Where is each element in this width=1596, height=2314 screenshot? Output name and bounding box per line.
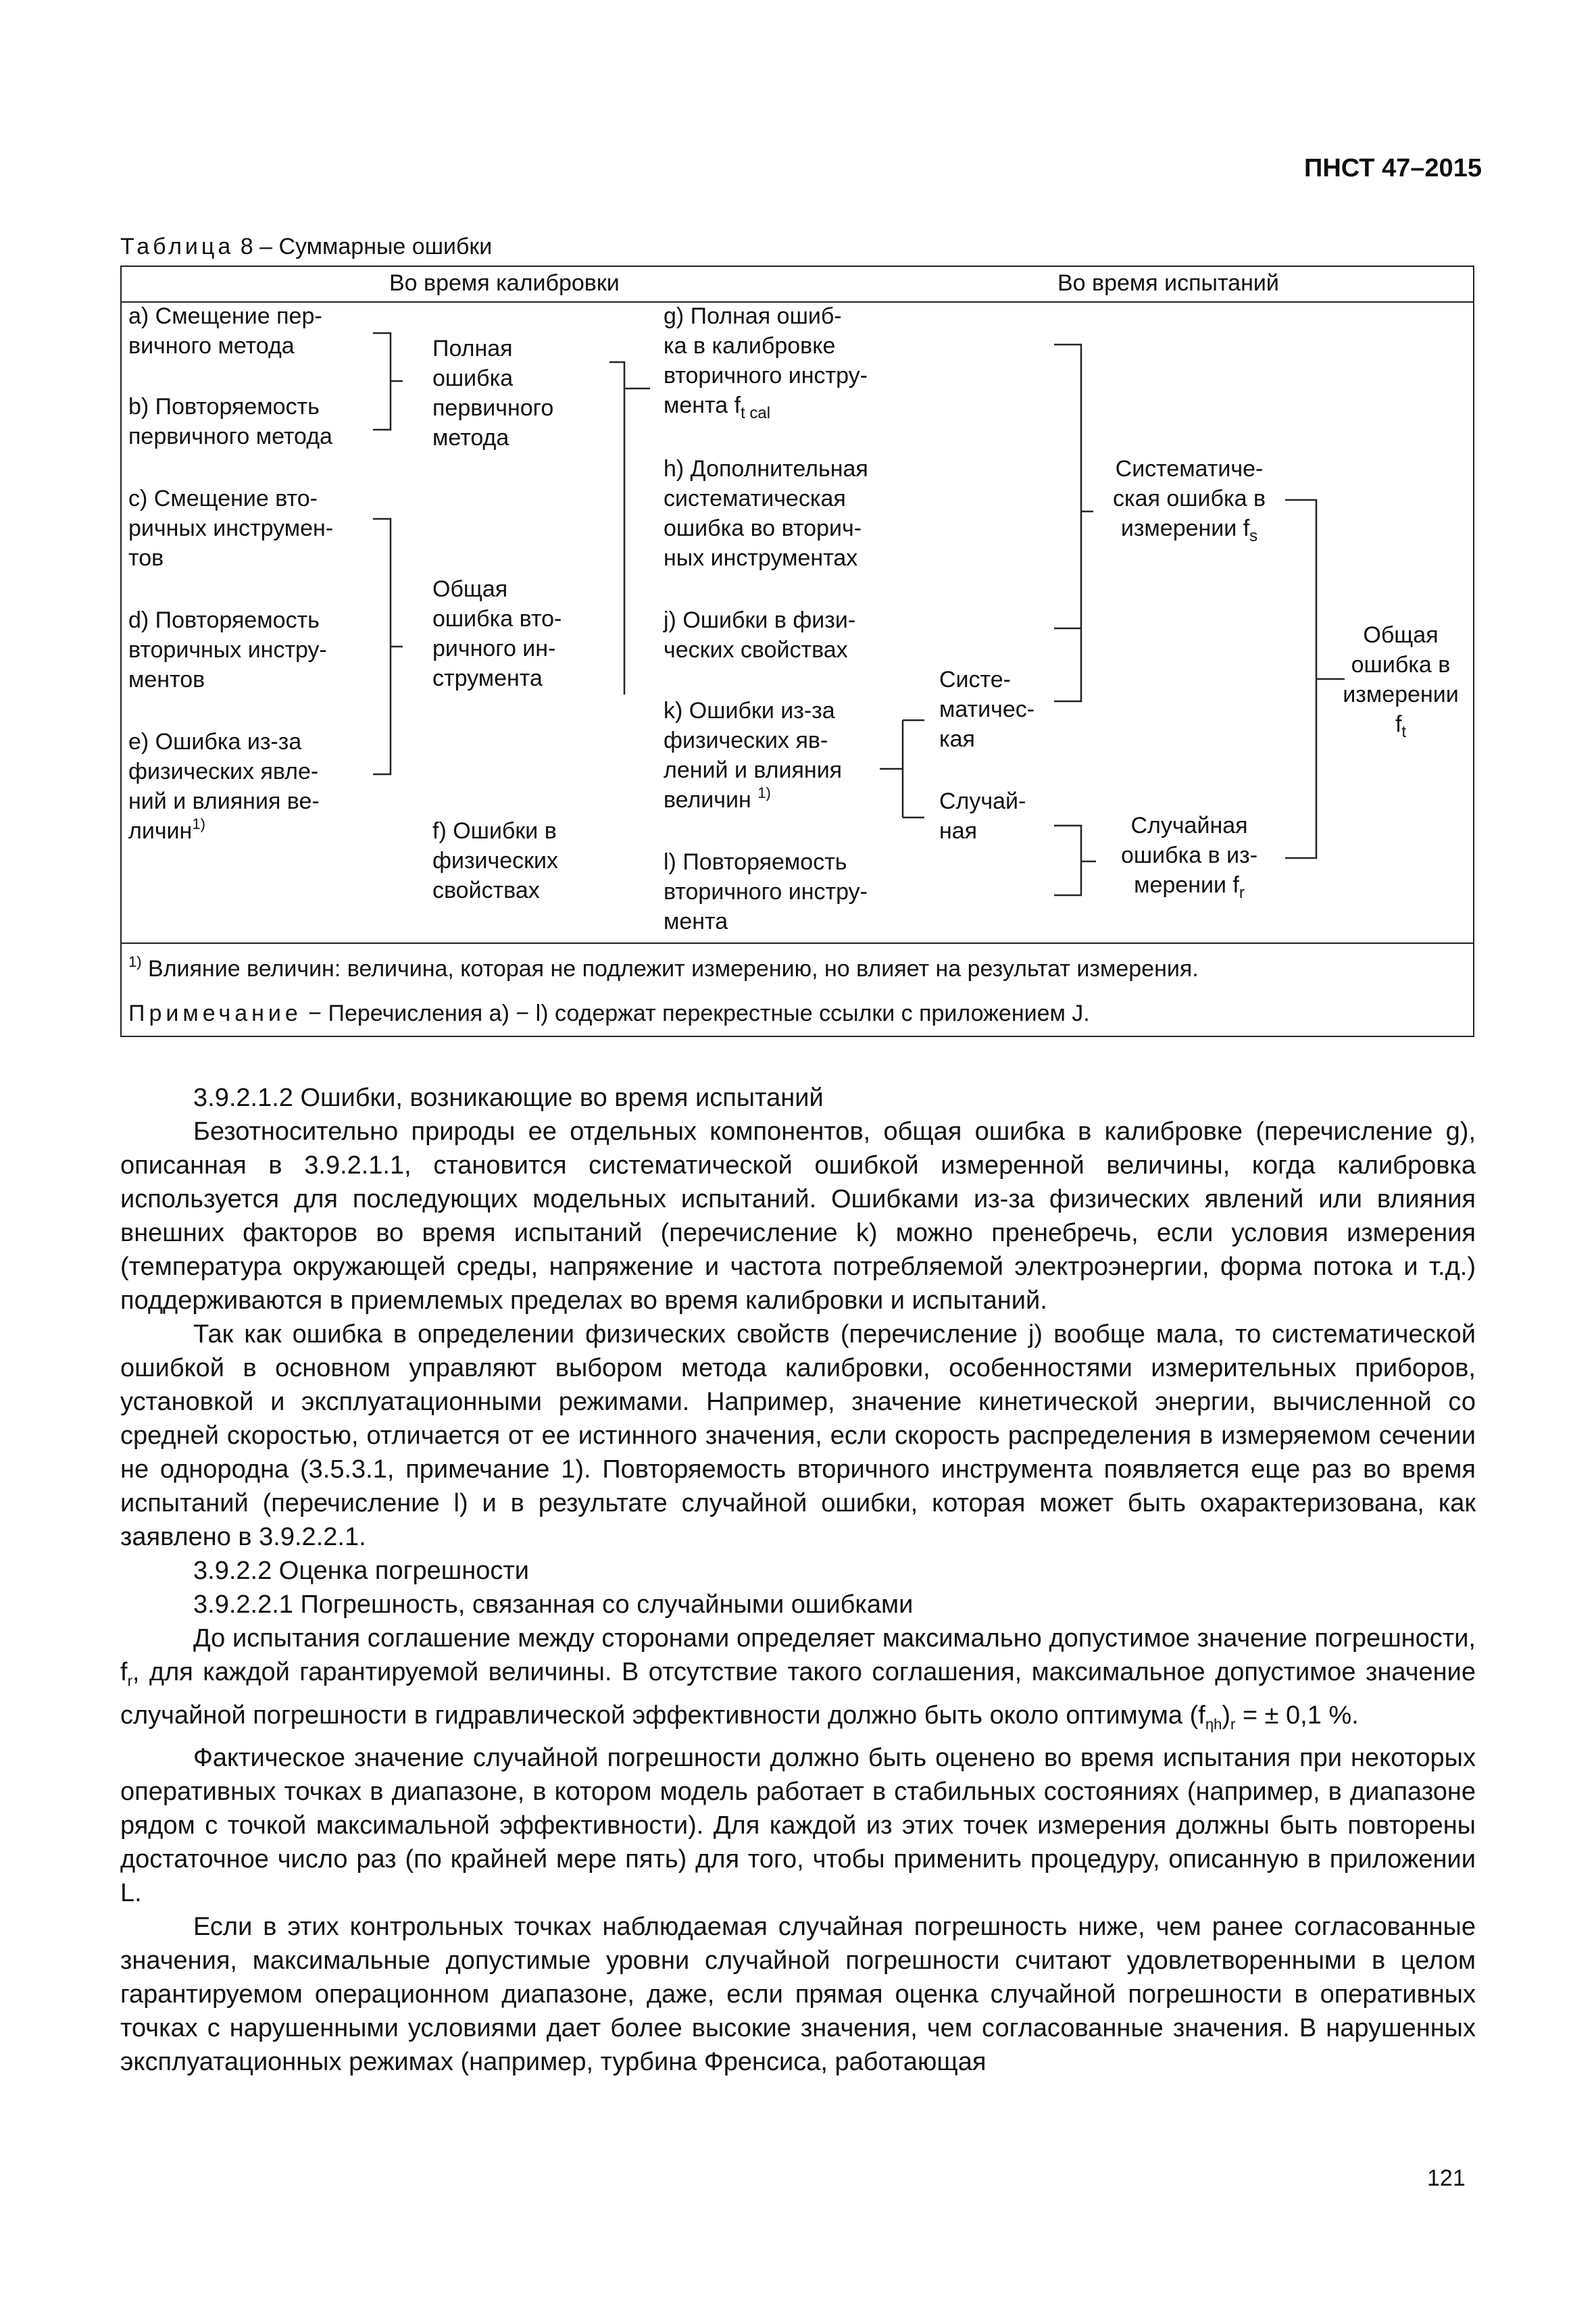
item-j-line2: ческих свойствах [664, 637, 848, 663]
item-a-line1: а) Смещение пер- [128, 303, 322, 329]
page-number: 121 [1427, 2165, 1466, 2191]
item-l [664, 847, 868, 936]
secondary-total-line3: ричного ин- [432, 636, 556, 661]
item-h-line1: h) Дополнительная [664, 456, 868, 482]
item-h [664, 454, 868, 573]
item-c-line3: тов [128, 545, 164, 571]
item-j-line1: j) Ошибки в физи- [664, 607, 856, 633]
note-text: − Перечисления a) − l) содержат перекрестные ссылки с приложением J. [301, 1001, 1090, 1026]
primary-total-error [432, 334, 553, 453]
body-text [120, 1081, 1476, 2079]
total-error-line4 [1337, 709, 1465, 742]
item-f-line1: f) Ошибки в [432, 818, 557, 844]
primary-total-line3: первичного [432, 395, 554, 421]
sys-error-last: измерении f [1120, 515, 1250, 541]
item-d-line3: ментов [128, 667, 205, 693]
random-component [939, 786, 1026, 846]
rand-error-last: мерении f [1134, 872, 1239, 898]
item-f [432, 816, 558, 905]
sys-error-subscript: s [1249, 527, 1258, 545]
item-f-line2: физических [432, 848, 559, 874]
secondary-total-line4: струмента [432, 665, 543, 691]
item-e-line1: e) Ошибка из-за [128, 729, 302, 755]
item-c-line2: ричных инструмен- [128, 515, 334, 541]
note-label: Примечание [128, 1001, 302, 1026]
total-measurement-error [1337, 620, 1465, 742]
item-c [128, 484, 333, 573]
footnote-text: Влияние величин: величина, которая не подлежит измерению, но влияет на результат измерения. [148, 956, 1199, 982]
table-caption-label: Таблица [120, 234, 234, 259]
item-k-line1: k) Ошибки из-за [664, 698, 835, 724]
item-k-last: величин [664, 787, 751, 813]
item-c-line1: c) Смещение вто- [128, 486, 318, 511]
systematic-line3: кая [939, 726, 975, 752]
rand-error-line1: Случайная [1130, 813, 1248, 838]
item-e [128, 727, 320, 849]
secondary-total-error [432, 574, 562, 693]
section-3-9-2-1-2-heading: 3.9.2.1.2 Ошибки, возникающие во время испытаний [193, 1084, 824, 1112]
item-e-line3: ний и влияния ве- [128, 788, 320, 814]
sys-error-line3 [1095, 513, 1284, 546]
random-error [1095, 811, 1284, 903]
item-a [128, 301, 322, 361]
sys-error-line2: ская ошибка в [1112, 486, 1266, 511]
item-f-line3: свойствах [432, 878, 540, 903]
table-note [128, 999, 1090, 1028]
total-error-line1: Общая [1363, 622, 1439, 648]
paragraph-5: Если в этих контрольных точках наблюдаемая случайная погрешность ниже, чем ранее согласованные значения, максимальные допустимые уровни случайной погрешности считают удовлетворенными в целом гарантируемом операционном диапазоне, даже, если прямая оценка случайной погрешности в оперативных точках с нарушенными условиями дает более высокие значения, чем согласованные значения. В нарушенных эксплуатационных режимах (например, турбина Френсиса, работающая [120, 1913, 1476, 2077]
paragraph-1: Безотносительно природы ее отдельных компонентов, общая ошибка в калибровке (перечисление g), описанная в 3.9.2.1.1, становится систематической ошибкой измеренной величины, когда калибровка используется для последующих модельных испытаний. Ошибками из-за физических явлений или влияния внешних факторов во время испытаний (перечисление k) можно пренебречь, если условия измерения (температура окружающей среды, напряжение и частота потребляемой электроэнергии, форма потока и т.д.) поддерживаются в приемлемых пределах во время калибровки и испытаний. [120, 1117, 1476, 1315]
secondary-total-line1: Общая [432, 576, 508, 602]
item-h-line3: ошибка во вторич- [664, 515, 862, 541]
item-g [664, 301, 868, 423]
table-caption-title: 8 – Суммарные ошибки [234, 234, 493, 259]
col-header-testing: Во время испытаний [1057, 270, 1279, 296]
item-g-subscript: t cal [741, 404, 771, 422]
section-3-9-2-2-1-heading: 3.9.2.2.1 Погрешность, связанная со случайными ошибками [193, 1590, 914, 1619]
item-b-line1: b) Повторяемость [128, 394, 320, 420]
item-g-line1: g) Полная ошиб- [664, 303, 842, 329]
item-e-line2: физических явле- [128, 759, 319, 784]
item-l-line1: l) Повторяемость [664, 849, 847, 875]
col-header-calibration: Во время калибровки [389, 270, 620, 296]
table-footnote [128, 954, 1199, 986]
total-error-line2: ошибка в [1351, 652, 1451, 678]
section-3-9-2-2-heading: 3.9.2.2 Оценка погрешности [193, 1557, 530, 1585]
item-g-line3: вторичного инстру- [664, 363, 868, 388]
p3-sub-r2: r [1230, 1715, 1236, 1733]
item-e-last: личин [128, 818, 193, 844]
item-a-line2: вичного метода [128, 333, 295, 359]
random-line1: Случай- [939, 788, 1026, 814]
item-h-line4: ных инструментах [664, 545, 858, 571]
p3-part-a: До испытания соглашение между сторонами определяет максимально допустимое значение погрешности, f [120, 1624, 1476, 1686]
secondary-total-line2: ошибка вто- [432, 606, 562, 632]
footnote-mark-k: 1) [757, 784, 771, 801]
item-d-line1: d) Повторяемость [128, 607, 320, 633]
item-g-line2: ка в калибровке [664, 333, 836, 359]
rand-error-subscript: r [1239, 884, 1245, 902]
standard-id: ПНСТ 47–2015 [1304, 154, 1482, 182]
primary-total-line1: Полная [432, 336, 513, 361]
item-d-line2: вторичных инстру- [128, 637, 327, 663]
random-line2: ная [939, 818, 978, 844]
footnote-mark: 1) [128, 953, 142, 970]
item-e-line4 [128, 816, 320, 849]
primary-total-line4: метода [432, 425, 509, 451]
total-error-subscript: t [1401, 723, 1407, 741]
total-error-symbol: f [1395, 711, 1402, 737]
systematic-component [939, 665, 1034, 754]
item-k-line4 [664, 785, 842, 818]
item-l-line3: мента [664, 909, 728, 934]
item-j [664, 605, 855, 665]
rand-error-line2: ошибка в из- [1120, 842, 1258, 868]
item-g-line4 [664, 391, 868, 423]
paragraph-3 [120, 1621, 1476, 1741]
p3-sub-eta-h: ηh [1205, 1715, 1222, 1733]
item-h-line2: систематическая [664, 486, 846, 511]
paragraph-2: Так как ошибка в определении физических свойств (перечисление j) вообще мала, то систематической ошибкой в основном управляют выбором метода калибровки, особенностями измерительных приборов, установкой и эксплуатационными режимами. Например, значение кинетической энергии, вычисленной со средней скоростью, отличается от ее истинного значения, если скорость распределения в измеряемом сечении не однородна (3.5.3.1, примечание 1). Повторяемость вторичного инструмента появляется еще раз во время испытаний (перечисление l) и в результате случайной ошибки, которая может быть охарактеризована, как заявлено в 3.9.2.2.1. [120, 1320, 1476, 1551]
systematic-error [1095, 454, 1284, 546]
systematic-line1: Систе- [939, 667, 1011, 693]
item-k-line3: лений и влияния [664, 757, 843, 783]
item-k-line2: физических яв- [664, 728, 828, 753]
footnote-mark-e: 1) [192, 815, 205, 832]
sys-error-line1: Систематиче- [1115, 456, 1264, 482]
total-error-line3: измерении [1343, 682, 1459, 707]
primary-total-line2: ошибка [432, 366, 514, 391]
item-l-line2: вторичного инстру- [664, 879, 868, 905]
paragraph-4: Фактическое значение случайной погрешности должно быть оценено во время испытания при некоторых оперативных точках в диапазоне, в котором модель работает в стабильных состояниях (например, в диапазоне рядом с точкой максимальной эффективности). Для каждой из этих точек измерения должны быть повторены достаточное число раз (по крайней мере пять) для того, чтобы применить процедуру, описанную в приложении L. [120, 1744, 1476, 1908]
p3-part-c: ) [1222, 1701, 1230, 1730]
item-b [128, 392, 332, 451]
item-g-last: мента f [664, 393, 741, 418]
item-k [664, 696, 842, 818]
systematic-line2: матичес- [939, 697, 1035, 722]
item-d [128, 605, 327, 695]
item-b-line2: первичного метода [128, 424, 332, 449]
p3-part-d: = ± 0,1 %. [1235, 1701, 1359, 1730]
p3-part-b: , для каждой гарантируемой величины. В отсутствие такого соглашения, максимальное допустимое значение случайной погрешности в гидравлической эффективности должно быть около оптимума (f [120, 1658, 1476, 1730]
rand-error-line3 [1095, 870, 1284, 903]
p3-sub-r: r [127, 1672, 132, 1690]
